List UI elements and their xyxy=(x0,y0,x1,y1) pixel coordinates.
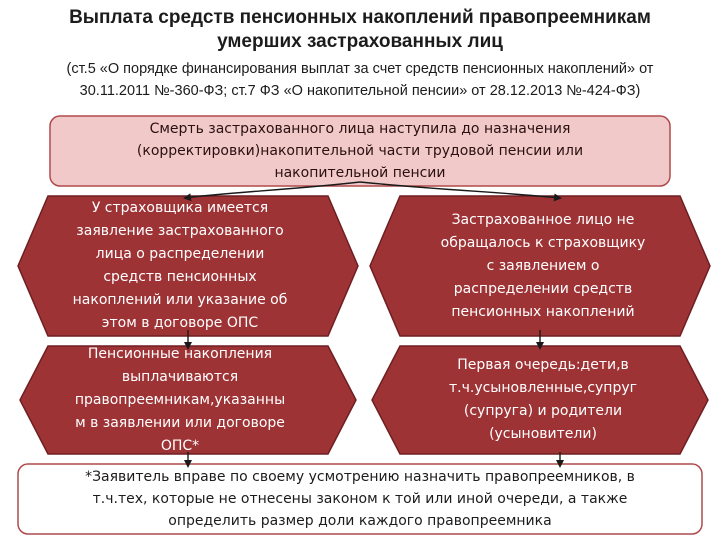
subtitle-line-1: (ст.5 «О порядке финансирования выплат за счет средств пенсионных накоплений» от xyxy=(66,61,654,77)
left-bottom-box xyxy=(55,346,305,454)
note-line-3: определить размер доли каждого правопреемника xyxy=(168,513,552,529)
right-top-box xyxy=(418,196,668,336)
footnote-box xyxy=(30,464,690,534)
right-bottom-box xyxy=(418,346,668,454)
left-bottom-line-4: м в заявлении или договоре xyxy=(75,414,285,431)
title-line-2: умерших застрахованных лиц xyxy=(217,31,503,52)
page-title xyxy=(0,6,720,54)
left-top-line-4: средств пенсионных xyxy=(103,269,257,285)
left-top-line-6: этом в договоре ОПС xyxy=(101,315,259,331)
left-bottom-line-5: ОПС* xyxy=(160,437,200,454)
left-bottom-line-1: Пенсионные накопления xyxy=(87,345,273,362)
note-line-2: т.ч.тех, которые не отнесены законом к той или иной очереди, а также xyxy=(92,491,628,507)
subtitle-line-2: 30.11.2011 №-360-ФЗ; ст.7 ФЗ «О накопительной пенсии» от 28.12.2013 №-424-ФЗ) xyxy=(79,83,641,99)
right-top-line-1: Застрахованное лицо не xyxy=(451,211,635,228)
left-bottom-line-3: правопреемникам,указанны xyxy=(74,391,286,408)
left-bottom-line-2: выплачиваются xyxy=(121,368,239,385)
right-bottom-line-3: (супруга) и родители xyxy=(463,403,623,419)
left-top-line-5: накоплений или указание об xyxy=(72,292,288,308)
top-box-line-2: (корректировки)накопительной части трудовой пенсии или xyxy=(136,143,584,159)
right-top-line-2: обращалось к страховщику xyxy=(440,234,646,251)
right-bottom-line-4: (усыновители) xyxy=(489,426,597,442)
top-box-line-3: накопительной пенсии xyxy=(274,165,446,181)
right-bottom-line-2: т.ч.усыновленные,супруг xyxy=(449,380,637,396)
note-line-1: *Заявитель вправе по своему усмотрению назначить правопреемников, в xyxy=(85,469,635,485)
right-bottom-line-1: Первая очередь:дети,в xyxy=(457,357,629,373)
left-top-line-2: заявление застрахованного xyxy=(76,223,284,239)
left-top-line-3: лица о распределении xyxy=(95,246,265,262)
right-top-line-4: распределении средств xyxy=(453,280,633,297)
left-top-line-1: У страховщика имеется xyxy=(91,200,269,216)
right-top-line-3: с заявлением о xyxy=(486,257,600,274)
top-box-line-1: Смерть застрахованного лица наступила до назначения xyxy=(149,121,571,137)
title-line-1: Выплата средств пенсионных накоплений правопреемникам xyxy=(69,7,651,28)
top-box xyxy=(55,116,665,186)
left-top-box xyxy=(55,196,305,336)
right-top-line-5: пенсионных накоплений xyxy=(451,303,635,320)
page-subtitle xyxy=(10,58,710,102)
